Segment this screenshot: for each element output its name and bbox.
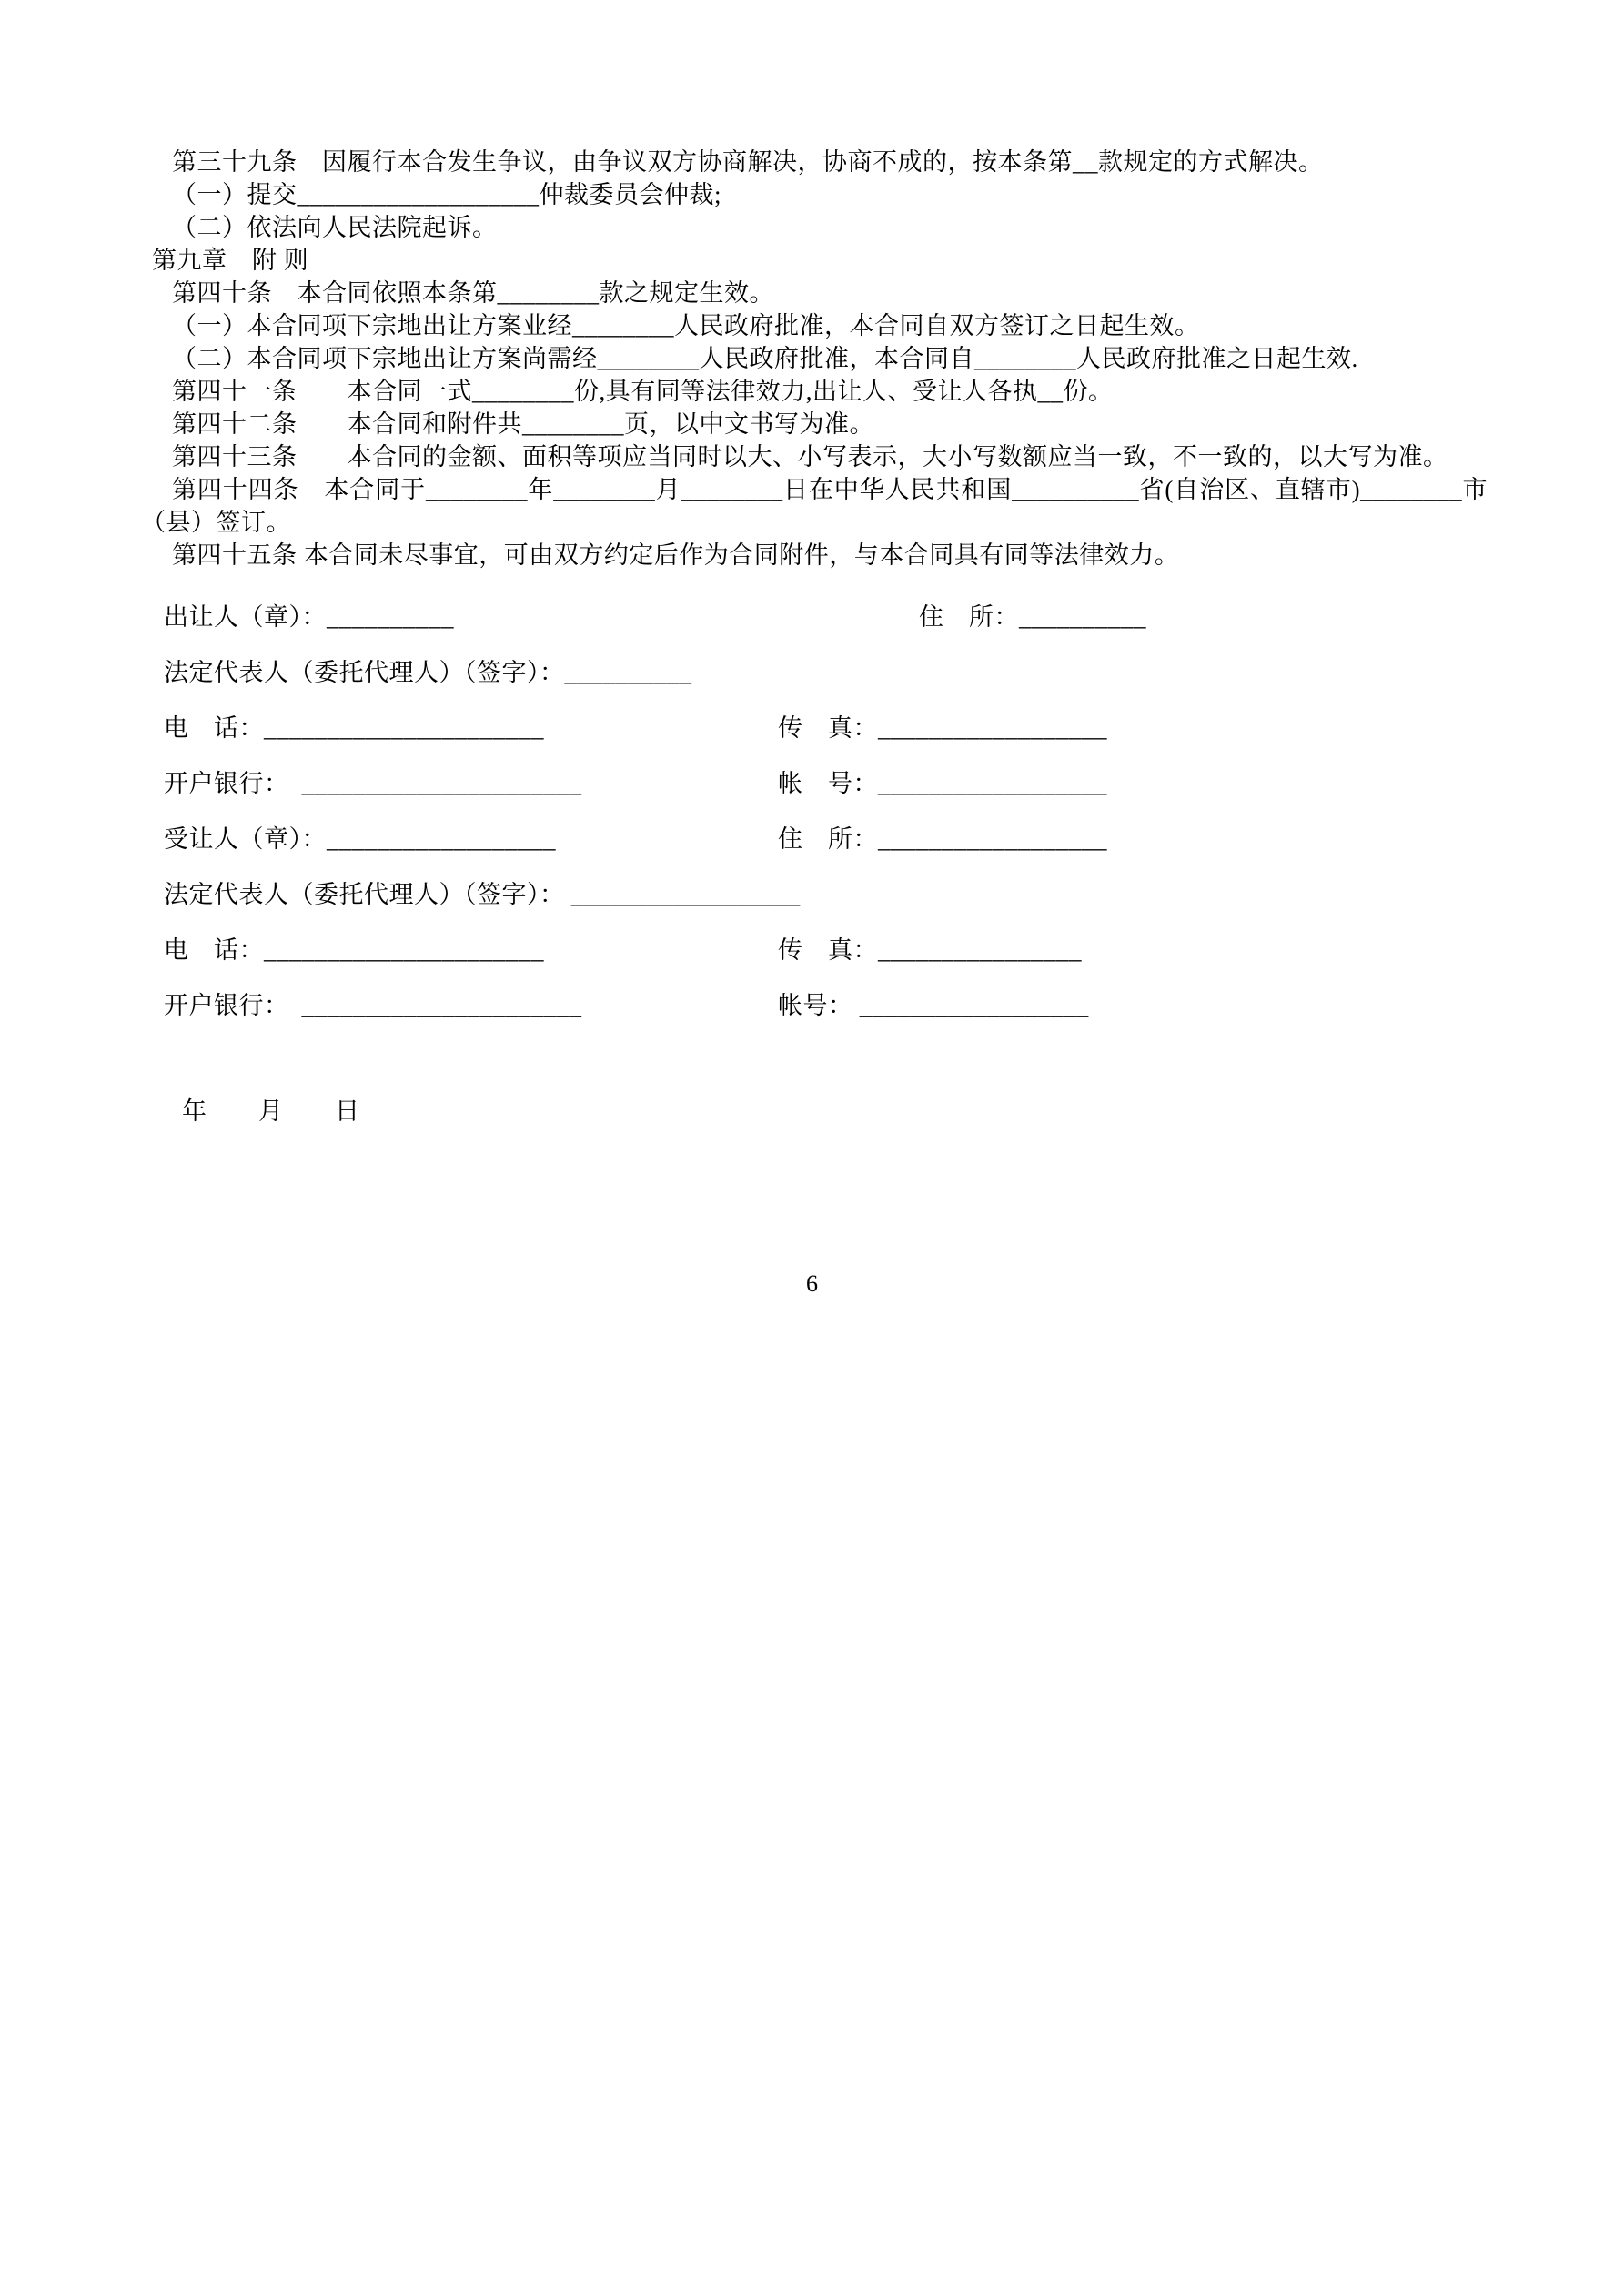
clause-40-item-1: （一）本合同项下宗地出让方案业经________人民政府批准，本合同自双方签订之日起生效。 [172, 312, 1200, 339]
transferor-bank-label: 开户银行： ______________________ [164, 770, 582, 797]
transferee-representative-label: 法定代表人（委托代理人）（签字）： __________________ [164, 881, 801, 908]
clause-44: 第四十四条 本合同于________年________月________日在中华人民共和国__________省(自治区、直辖市)________市（县）签订。 [141, 476, 1488, 536]
transferee-phone-fax-row [164, 934, 1488, 966]
clause-45: 第四十五条 本合同未尽事宜，可由双方约定后作为合同附件，与本合同具有同等法律效力。 [172, 541, 1180, 569]
transferor-seal-label: 出让人（章）：__________ [164, 603, 454, 631]
clause-39: 第三十九条 因履行本合发生争议，由争议双方协商解决，协商不成的，按本条第__款规定的方式解决。 [172, 148, 1324, 176]
transferee-address-label: 住 所：__________________ [778, 825, 1107, 853]
transferee-representative-row [164, 878, 1488, 911]
chapter-9-heading: 第九章 附 则 [152, 247, 309, 274]
transferor-bank-row [164, 767, 1488, 800]
clause-40: 第四十条 本合同依照本条第________款之规定生效。 [172, 279, 774, 307]
transferor-account-label: 帐 号：__________________ [778, 770, 1107, 797]
transferee-phone-label: 电 话：______________________ [164, 936, 544, 964]
transferee-seal-label: 受让人（章）：__________________ [164, 825, 556, 853]
transferee-fax-label: 传 真：________________ [778, 936, 1082, 964]
transferor-representative-label: 法定代表人（委托代理人）（签字）：__________ [164, 659, 692, 686]
clause-39-item-1: （一）提交___________________仲裁委员会仲裁; [172, 181, 722, 208]
transferor-phone-label: 电 话：______________________ [164, 714, 544, 742]
date-line: 年 月 日 [182, 1097, 360, 1125]
signature-section [141, 601, 1488, 1022]
transferor-phone-fax-row [164, 712, 1488, 744]
clause-43: 第四十三条 本合同的金额、面积等项应当同时以大、小写表示，大小写数额应当一致，不一致的，以大写为准。 [172, 443, 1448, 470]
clause-41: 第四十一条 本合同一式________份,具有同等法律效力,出让人、受让人各执__份。 [172, 378, 1114, 405]
transferor-representative-row [164, 656, 1488, 689]
clause-40-item-2: （二）本合同项下宗地出让方案尚需经________人民政府批准，本合同自________人民政府批准之日起生效. [172, 345, 1358, 372]
transferor-fax-label: 传 真：__________________ [778, 714, 1107, 742]
transferee-bank-row [164, 989, 1488, 1022]
clause-39-item-2: （二）依法向人民法院起诉。 [172, 214, 498, 241]
transferor-seal-row [164, 601, 1488, 633]
page-number: 6 [806, 1270, 818, 1297]
transferee-seal-row [164, 823, 1488, 855]
clause-42: 第四十二条 本合同和附件共________页，以中文书写为准。 [172, 410, 874, 438]
transferee-account-label: 帐号： __________________ [778, 992, 1089, 1019]
transferee-bank-label: 开户银行： ______________________ [164, 992, 582, 1019]
contract-body [141, 146, 1488, 1128]
transferor-address-label: 住 所：__________ [919, 603, 1146, 631]
